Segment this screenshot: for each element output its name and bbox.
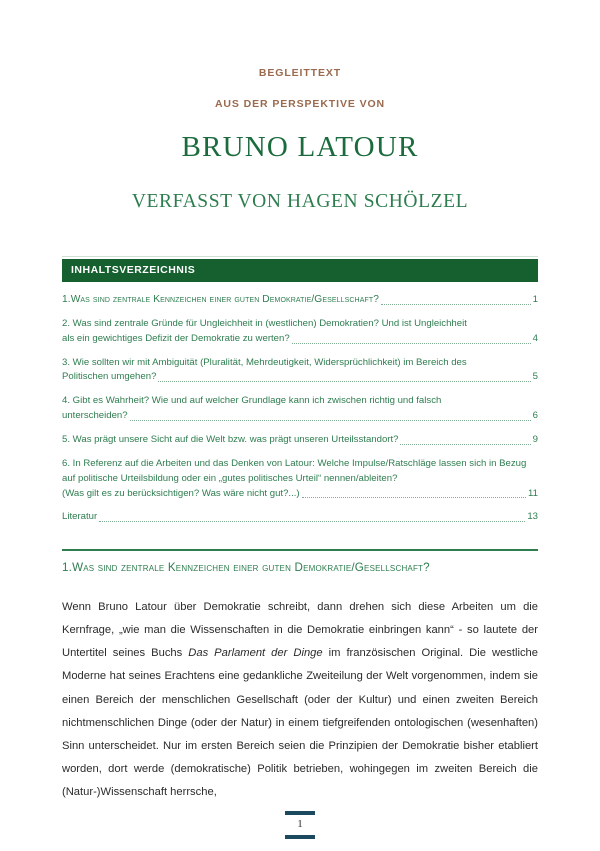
toc-dot-leader [400, 444, 530, 445]
toc-entry-text: 2. Was sind zentrale Gründe für Ungleichheit in (westlichen) Demokratien? Und ist Ungleichheit [62, 317, 467, 329]
toc-entry-text-tail: unterscheiden? [62, 410, 128, 422]
toc-page-number: 5 [532, 371, 538, 383]
toc-entry[interactable] [62, 356, 538, 386]
section-1 [62, 549, 538, 575]
toc-dot-leader [292, 343, 531, 344]
toc-entry-text-tail: (Was gilt es zu berücksichtigen? Was wäre nicht gut?...) [62, 487, 300, 499]
toc-top-divider [62, 256, 538, 257]
toc-dot-leader [130, 420, 531, 421]
toc-page-number: 11 [528, 487, 538, 499]
kicker-perspektive: AUS DER PERSPEKTIVE VON [214, 97, 386, 110]
book-title-italic: Das Parlament der Dinge [188, 647, 323, 660]
toc-entry[interactable] [62, 394, 538, 424]
title-block [62, 0, 538, 212]
toc-entry-text: 5. Was prägt unsere Sicht auf die Welt bzw. was prägt unseren Urteilsstandort? [62, 433, 399, 445]
toc-entry-list [62, 292, 538, 525]
page-number: 1 [297, 818, 303, 830]
page-footer [0, 811, 600, 839]
toc-dot-leader [158, 381, 530, 382]
toc-entry-text-tail: als ein gewichtiges Defizit der Demokratie zu werten? [62, 332, 290, 344]
toc-dot-leader [381, 304, 531, 305]
table-of-contents [62, 256, 538, 526]
author-line: VERFASST VON HAGEN SCHÖLZEL [131, 191, 469, 212]
toc-entry-text: 3. Wie sollten wir mit Ambiguität (Pluralität, Mehrdeutigkeit, Widersprüchlichkeit) im Bereich des [62, 356, 467, 368]
toc-dot-leader [99, 521, 525, 522]
toc-entry[interactable] [62, 457, 538, 502]
toc-entry[interactable] [62, 292, 538, 308]
toc-page-number: 13 [527, 511, 538, 523]
body-part-1: Wenn Bruno Latour über Demokratie schreibt, dann drehen sich diese Arbeiten um die Kernfrage, „wie man die Wissenschaften in die Demokratie einbringen kann“ - so lautete der Untertitel seines Buchs [62, 600, 538, 660]
toc-entry[interactable] [62, 510, 538, 525]
page-title: BRUNO LATOUR [181, 131, 419, 163]
toc-entry-text: 4. Gibt es Wahrheit? Wie und auf welcher Grundlage kann ich zwischen richtig und falsch [62, 395, 442, 407]
toc-header: INHALTSVERZEICHNIS [62, 259, 538, 283]
section-heading: 1.Was sind zentrale Kennzeichen einer guten Demokratie/Gesellschaft? [62, 560, 430, 574]
toc-page-number: 9 [532, 433, 538, 445]
body-part-2: im französischen Original. Die westliche Moderne hat seines Erachtens eine gedankliche Zweiteilung der Welt vorgenommen, indem sie einen Bereich der menschlichen Gesellschaft (oder der Kultur) und einen zweiten Bereich nichtmenschlichen Dinge (oder der Natur) in einem tiefgreifenden ontologischen (wesenhaften) Sinn unterscheidet. Nur im ersten Bereich seien die Prinzipien der Demokratie bisher etabliert worden, dort werde (demokratische) Politik betrieben, wohingegen im zweiten Bereich die (Natur-)Wissenschaft herrsche, [62, 647, 538, 799]
toc-page-number: 4 [532, 332, 538, 344]
toc-dot-leader [302, 497, 526, 498]
toc-page-number: 1 [532, 293, 538, 305]
toc-entry-text: Literatur [62, 511, 98, 523]
toc-entry-text: 1.Was sind zentrale Kennzeichen einer guten Demokratie/Gesellschaft? [62, 294, 379, 305]
toc-entry-text-tail: Politischen umgehen? [62, 371, 157, 383]
footer-bar-bottom [285, 835, 315, 839]
toc-page-number: 6 [532, 410, 538, 422]
kicker-begleittext: BEGLEITTEXT [258, 67, 342, 79]
section-divider [62, 549, 538, 551]
toc-entry[interactable] [62, 433, 538, 448]
toc-entry[interactable] [62, 317, 538, 347]
body-paragraph [62, 596, 538, 805]
toc-entry-text: 6. In Referenz auf die Arbeiten und das Denken von Latour: Welche Impulse/Ratschläge lassen sich in Bezug auf politische Urteilsbildung oder ein „gutes politisches Urteil“ nennen/ableiten? [62, 457, 527, 484]
